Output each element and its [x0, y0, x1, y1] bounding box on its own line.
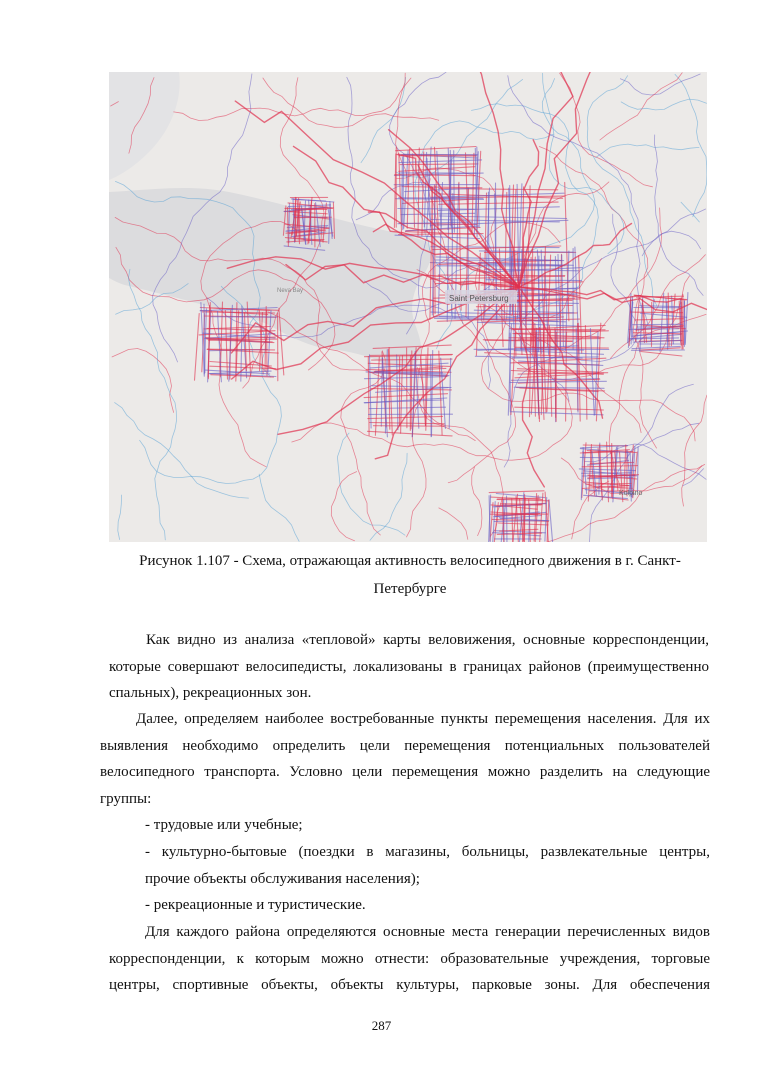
heat-track: [289, 203, 290, 242]
list-item-2: [145, 839, 710, 892]
figure-caption-line-2: Петербурге: [373, 581, 447, 597]
kolpino-label: Kolpino: [619, 490, 643, 497]
heat-track: [631, 312, 683, 313]
list-item-1: [145, 812, 710, 839]
heat-track: [454, 151, 455, 233]
paragraph-line: Для каждого района определяются основные места генерации перечисленных видов: [145, 924, 710, 940]
paragraph-2: [100, 706, 710, 812]
figure-caption-line-1: Рисунок 1.107 - Схема, отражающая активность велосипедного движения в г. Санкт-: [139, 553, 681, 569]
heat-track: [400, 164, 478, 165]
list-item-line: - культурно-бытовые (поездки в магазины, больницы, развлекательные центры,: [145, 844, 710, 860]
list-item-line: - трудовые или учебные;: [145, 817, 303, 833]
paragraph-1: [109, 627, 709, 707]
list-item-3: [145, 892, 710, 919]
paragraph-3: [109, 919, 710, 999]
paragraph-line: группы:: [100, 790, 152, 807]
heat-track: [398, 209, 475, 210]
page-number: 287: [371, 1018, 392, 1033]
paragraph-line: велосипедного транспорта. Условно цели перемещения можно разделить на следующие: [100, 764, 710, 780]
paragraph-line: центры, спортивные объекты, объекты культуры, парковые зоны. Для обеспечения: [109, 977, 710, 993]
neva-bay-label: Neva Bay: [277, 288, 304, 294]
heat-track: [373, 426, 444, 427]
paragraph-line: спальных), рекреационных зон.: [109, 685, 312, 701]
heat-track: [580, 457, 627, 458]
heat-track: [683, 294, 684, 344]
heat-track: [403, 154, 478, 155]
heat-track: [521, 349, 609, 350]
paragraph-line: Далее, определяем наиболее востребованные пункты перемещения населения. Для их: [136, 711, 710, 727]
heat-track: [612, 452, 613, 491]
heat-track: [555, 328, 556, 417]
heat-track: [507, 496, 508, 542]
list-item-line: - рекреационные и туристические.: [145, 897, 366, 913]
cycling-heatmap-figure: [109, 72, 707, 542]
saint-petersburg-label: Saint Petersburg: [449, 294, 509, 303]
figure-caption: [100, 547, 720, 603]
paragraph-line: корреспонденции, к которым можно отнести: образовательные учреждения, торговые: [109, 950, 710, 967]
paragraph-line: Как видно из анализа «тепловой» карты веловижения, основные корреспонденции,: [146, 632, 709, 648]
heatmap-svg: [109, 72, 707, 542]
paragraph-line: выявления необходимо определить цели перемещения потенциальных пользователей: [100, 737, 710, 754]
paragraph-line: которые совершают велосипедисты, локализованы в границах районов (преимущественно: [109, 658, 709, 675]
list-item-line: прочие объекты обслуживания населения);: [145, 870, 420, 887]
